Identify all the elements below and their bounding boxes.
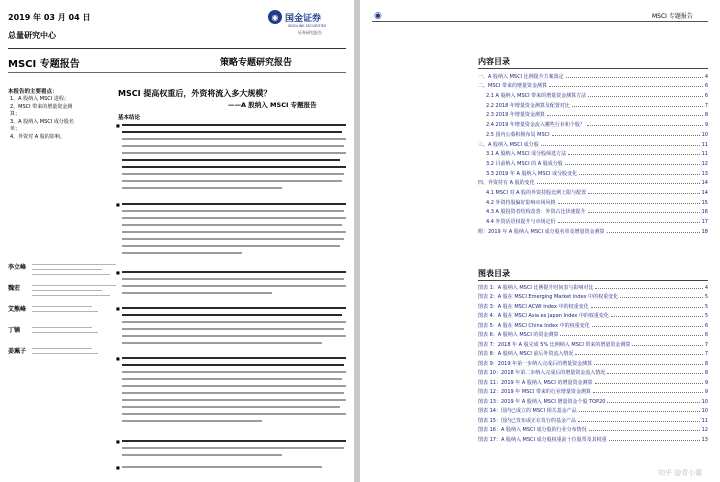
toc-entry[interactable] <box>478 215 708 225</box>
entry-page-number: 5 <box>704 313 708 319</box>
toc-entry[interactable] <box>478 186 708 196</box>
analyst-contact-line <box>32 353 98 354</box>
logo-en-text: SINOLINK SECURITIES <box>288 24 327 28</box>
summary-heading: 本报告的主要看点： <box>8 89 58 95</box>
analyst-contact-line <box>32 332 98 333</box>
logo-cn-text: 国金证券 <box>285 13 322 24</box>
text-line <box>122 203 346 205</box>
entry-page-number: 17 <box>701 219 708 225</box>
text-line <box>122 447 344 449</box>
entry-label: 4.4 外资话语权提升与市场定价 <box>486 219 556 225</box>
conclusion-paragraph <box>116 305 346 353</box>
bullet-icon: ■ <box>116 123 120 128</box>
text-line <box>122 440 346 442</box>
entry-page-number: 12 <box>701 427 708 433</box>
text-line <box>122 252 242 254</box>
dot-leader <box>568 154 699 155</box>
toc-entry[interactable] <box>478 167 708 177</box>
title-divider <box>8 72 346 73</box>
text-line <box>122 224 342 226</box>
toc-entry[interactable] <box>478 128 708 138</box>
text-line <box>122 166 346 168</box>
analyst-contact-line <box>32 306 92 307</box>
dot-leader <box>607 373 703 374</box>
report-subtitle: ——A 股纳入 MSCI 专题报告 <box>228 101 317 109</box>
analyst-entry <box>8 304 116 325</box>
analyst-contact-line <box>32 348 92 349</box>
company-logo <box>268 10 321 24</box>
dot-leader <box>549 86 703 87</box>
entry-label: 4.3 A 股投资者结构改善：外资占比快速提升 <box>486 209 586 216</box>
conclusion-paragraph <box>116 355 346 433</box>
entry-label: 3.3 2019 年 A 股纳入 MSCI 成分股变化 <box>486 170 578 177</box>
text-line <box>122 392 344 394</box>
entry-page-number: 7 <box>704 102 708 109</box>
analyst-name: 丁镝 <box>8 327 21 334</box>
analyst-name: 姜珮子 <box>8 348 27 355</box>
entry-label: 图表 6：A 股纳入 MSCI 的资金测算 <box>478 332 559 338</box>
text-line <box>122 231 346 233</box>
header-divider <box>372 21 708 22</box>
entry-page-number: 10 <box>701 131 708 138</box>
logo-emblem-icon: ◉ <box>268 10 282 24</box>
text-line <box>122 217 346 219</box>
figure-entry[interactable] <box>478 300 708 310</box>
entry-label: 图表 9：2019 年第一步纳入完成后的增量资金测算 <box>478 360 593 367</box>
entry-page-number: 13 <box>701 436 708 443</box>
figure-entry[interactable] <box>478 291 708 301</box>
entry-page-number: 13 <box>701 170 708 177</box>
entry-page-number: 18 <box>701 228 708 235</box>
summary-item: 单； <box>10 126 21 132</box>
analyst-list <box>8 262 116 367</box>
dot-leader <box>572 106 703 107</box>
watermark-text: 知乎 @青小董 <box>658 469 703 477</box>
analyst-contact-line <box>32 285 116 286</box>
entry-label: 2.3 2019 年增量资金测算 <box>486 112 545 119</box>
entry-page-number: 6 <box>704 83 708 90</box>
entry-page-number: 9 <box>704 379 708 386</box>
toc-entry[interactable] <box>478 157 708 167</box>
entry-page-number: 6 <box>704 93 708 100</box>
figure-list-heading: 图表目录 <box>478 269 510 278</box>
text-line <box>122 357 346 359</box>
conclusion-paragraph <box>116 122 346 194</box>
report-page-left <box>0 0 354 482</box>
figure-entry[interactable] <box>478 338 708 348</box>
dot-leader <box>566 77 703 78</box>
figure-list <box>478 281 708 443</box>
text-line <box>122 238 344 240</box>
entry-page-number: 8 <box>704 370 708 376</box>
text-line <box>122 420 262 422</box>
text-line <box>122 245 340 247</box>
dot-leader <box>620 297 703 298</box>
figure-entry[interactable] <box>478 319 708 329</box>
text-line <box>122 413 346 415</box>
text-line <box>122 138 346 140</box>
dot-leader <box>593 392 703 393</box>
text-line <box>122 328 344 330</box>
entry-page-number: 5 <box>704 303 708 310</box>
entry-label: 二、MSCI 带来的增量资金测算 <box>478 83 548 90</box>
entry-label: 3.1 A 股纳入 MSCI 成分股筛选方法 <box>486 151 567 158</box>
dot-leader <box>594 364 703 365</box>
report-date: 2019 年 03 月 04 日 <box>8 13 91 22</box>
entry-page-number: 4 <box>704 73 708 80</box>
analyst-contact-line <box>32 290 102 291</box>
text-line <box>122 131 342 133</box>
dot-leader <box>607 402 699 403</box>
entry-label: 2.1 A 股纳入 MSCI 带来的增量资金测算方法 <box>486 93 587 100</box>
conclusion-paragraph <box>116 201 346 263</box>
dot-leader <box>588 212 700 213</box>
text-line <box>122 342 322 344</box>
text-line <box>122 399 346 401</box>
bullet-icon: ■ <box>116 202 120 207</box>
summary-list <box>10 96 74 141</box>
entry-page-number: 8 <box>704 112 708 119</box>
figure-entry[interactable] <box>478 405 708 415</box>
analyst-entry <box>8 346 116 367</box>
toc-entry[interactable] <box>478 109 708 119</box>
text-line <box>122 314 342 316</box>
dot-leader <box>560 335 702 336</box>
figure-entry[interactable] <box>478 414 708 424</box>
dot-leader <box>565 164 700 165</box>
summary-item: 3、A 股纳入 MSCI 成分股名 <box>10 118 74 125</box>
dot-leader <box>588 193 699 194</box>
entry-label: 图表 10：2018 年第二步纳入完成后的增量资金流入情况 <box>478 370 606 376</box>
text-line <box>122 335 346 337</box>
dot-leader <box>579 174 700 175</box>
dot-leader <box>592 326 703 327</box>
dot-leader <box>552 135 700 136</box>
toc-list <box>478 70 708 235</box>
text-line <box>122 210 344 212</box>
entry-label: 三、A 股纳入 MSCI 成分股 <box>478 141 539 148</box>
figure-entry[interactable] <box>478 376 708 386</box>
dot-leader <box>575 354 702 355</box>
dot-leader <box>611 316 703 317</box>
figure-entry[interactable] <box>478 367 708 377</box>
entry-label: 图表 4：A 股在 MSCI Asia ex Japan Index 中的权重变化 <box>478 313 609 319</box>
figure-entry[interactable] <box>478 310 708 320</box>
dot-leader <box>547 115 703 116</box>
dot-leader <box>607 232 700 233</box>
dot-leader <box>632 345 702 346</box>
figure-entry[interactable] <box>478 424 708 434</box>
text-line <box>122 406 340 408</box>
toc-divider <box>478 68 708 69</box>
dot-leader <box>558 222 700 223</box>
entry-label: 图表 5：A 股在 MSCI China Index 中的权重变化 <box>478 322 590 329</box>
toc-entry[interactable] <box>478 196 708 206</box>
logo-emblem-icon: ◉ <box>374 11 382 21</box>
summary-item: 2、MSCI 带来的增量资金测 <box>10 103 73 110</box>
entry-label: 图表 2：A 股在 MSCI Emerging Market Index 中的权重变化 <box>478 294 619 300</box>
text-line <box>122 124 346 126</box>
analyst-contact-line <box>32 311 98 312</box>
figure-entry[interactable] <box>478 357 708 367</box>
dot-leader <box>588 96 703 97</box>
toc-entry[interactable] <box>478 80 708 90</box>
toc-entry[interactable] <box>478 225 708 235</box>
analyst-contact-line <box>32 264 116 265</box>
entry-page-number: 14 <box>701 189 708 196</box>
conclusion-heading: 基本结论 <box>118 115 141 121</box>
dot-leader <box>578 421 700 422</box>
dot-leader <box>589 430 700 431</box>
summary-item: 4、外资对 A 股的影响。 <box>10 133 65 140</box>
analyst-contact-line <box>32 269 102 270</box>
entry-label: 图表 13：2019 年 A 股纳入 MSCI 增量资金个股 TOP20 <box>478 398 606 405</box>
entry-label: 2.5 国内公募积极布局 MSCI <box>486 131 550 138</box>
text-line <box>122 145 344 147</box>
entry-page-number: 8 <box>704 360 708 367</box>
figure-entry[interactable] <box>478 281 708 291</box>
bullet-icon: ■ <box>116 270 120 275</box>
text-line <box>122 378 342 380</box>
dot-leader <box>587 125 703 126</box>
bullet-icon: ■ <box>116 465 120 470</box>
text-line <box>122 321 346 323</box>
entry-page-number: 7 <box>704 351 708 357</box>
analyst-name: 魏宏 <box>8 285 21 292</box>
entry-page-number: 6 <box>704 332 708 338</box>
dot-leader <box>609 440 700 441</box>
text-line <box>122 385 346 387</box>
dot-leader <box>591 307 703 308</box>
text-line <box>122 173 344 175</box>
bullet-icon: ■ <box>116 439 120 444</box>
department-label: 总量研究中心 <box>8 31 56 40</box>
toc-entry[interactable] <box>478 89 708 99</box>
toc-entry[interactable] <box>478 138 708 148</box>
entry-label: 2.2 2018 年增量资金测算及配置对比 <box>486 102 570 109</box>
analyst-entry <box>8 283 116 304</box>
toc-entry[interactable] <box>478 148 708 158</box>
text-line <box>122 271 346 273</box>
entry-label: 附：2019 年 A 股纳入 MSCI 成分股名单及增量资金测算 <box>478 228 605 235</box>
entry-page-number: 15 <box>701 199 708 206</box>
entry-label: 2.4 2019 年增量资金流入哪些行业和个股？ <box>486 122 585 129</box>
toc-entry[interactable] <box>478 118 708 128</box>
entry-label: 图表 7：2018 年 A 股完成 5% 比例纳入 MSCI 带来的增量资金测算 <box>478 341 631 348</box>
analyst-contact-line <box>32 295 110 296</box>
report-kind-label: 证券研究报告 <box>298 30 322 35</box>
entry-page-number: 11 <box>701 151 708 158</box>
entry-page-number: 10 <box>701 398 708 405</box>
toc-entry[interactable] <box>478 206 708 216</box>
entry-label: 图表 17：A 股纳入 MSCI 成分股权重前十位股票及其权重 <box>478 436 607 443</box>
analyst-entry <box>8 262 116 283</box>
figure-entry[interactable] <box>478 433 708 443</box>
entry-label: 四、外资持有 A 股的变化 <box>478 180 535 187</box>
dot-leader <box>541 145 700 146</box>
entry-label: 一、A 股纳入 MSCI 比例提升方案落定 <box>478 73 564 80</box>
entry-page-number: 6 <box>704 322 708 329</box>
summary-item: 算； <box>10 111 21 117</box>
text-line <box>122 285 346 287</box>
conclusion-paragraph <box>116 464 346 474</box>
toc-entry[interactable] <box>478 70 708 80</box>
analyst-name: 李立峰 <box>8 264 27 271</box>
entry-label: 图表 8：A 股纳入 MSCI 前后外资流入情况 <box>478 351 574 357</box>
entry-page-number: 11 <box>701 141 708 148</box>
analyst-contact-line <box>32 274 110 275</box>
header-divider <box>8 48 346 49</box>
summary-item: 1、A 股纳入 MSCI 进程； <box>10 96 69 102</box>
text-line <box>122 466 322 468</box>
entry-page-number: 16 <box>701 209 708 216</box>
dot-leader <box>595 383 703 384</box>
entry-page-number: 7 <box>704 341 708 348</box>
page-header-title: MSCI 专题报告 <box>652 13 693 20</box>
entry-label: 图表 12：2019 年 MSCI 带来的行业增量资金测算 <box>478 389 591 395</box>
analyst-contact-line <box>32 327 92 328</box>
entry-label: 3.2 目前纳入 MSCI 的 A 股成分股 <box>486 160 563 167</box>
text-line <box>122 278 344 280</box>
entry-page-number: 9 <box>704 122 708 129</box>
text-line <box>122 364 344 366</box>
entry-label: 4.2 外资持股偏好影响市场风格 <box>486 199 556 206</box>
figure-entry[interactable] <box>478 329 708 339</box>
figure-entry[interactable] <box>478 386 708 396</box>
text-line <box>122 371 346 373</box>
conclusion-paragraph <box>116 269 346 303</box>
dot-leader <box>558 203 700 204</box>
report-title: MSCI 提高权重后，外资将流入多大规模？ <box>118 89 272 98</box>
entry-page-number: 4 <box>704 284 708 291</box>
dot-leader <box>579 411 700 412</box>
analyst-entry <box>8 325 116 346</box>
text-line <box>122 454 282 456</box>
entry-page-number: 11 <box>701 417 708 424</box>
text-line <box>122 292 272 294</box>
entry-page-number: 10 <box>701 408 708 414</box>
analyst-name: 艾熊峰 <box>8 306 27 313</box>
entry-label: 图表 3：A 股在 MSCI ACWI Index 中的权重变化 <box>478 303 589 310</box>
entry-label: 图表 15：国内已发布或正在发行的基金产品 <box>478 417 576 424</box>
dot-leader <box>595 288 702 289</box>
text-line <box>122 187 282 189</box>
entry-page-number: 14 <box>701 180 708 187</box>
entry-page-number: 5 <box>704 294 708 300</box>
text-line <box>122 180 342 182</box>
figure-entry[interactable] <box>478 395 708 405</box>
text-line <box>122 307 346 309</box>
entry-label: 图表 1：A 股纳入 MSCI 比例提升时间表与影响对比 <box>478 284 594 291</box>
entry-label: 图表 11：2019 年 A 股纳入 MSCI 的增量资金测算 <box>478 379 593 386</box>
entry-label: 图表 14：国内已成立的 MSCI 相关基金产品 <box>478 408 577 414</box>
bullet-icon: ■ <box>116 306 120 311</box>
figure-entry[interactable] <box>478 348 708 358</box>
bullet-icon: ■ <box>116 356 120 361</box>
entry-label: 图表 16：A 股纳入 MSCI 成分股的行业分布情况 <box>478 427 587 433</box>
toc-heading: 内容目录 <box>478 57 510 66</box>
entry-page-number: 12 <box>701 160 708 167</box>
report-tag: MSCI 专题报告 <box>8 59 80 70</box>
text-line <box>122 152 346 154</box>
report-page-right <box>360 0 720 482</box>
entry-label: 4.1 MSCI 对 A 股的外资持股比例上限与配置 <box>486 189 587 196</box>
conclusion-paragraph <box>116 438 346 460</box>
entry-page-number: 9 <box>704 389 708 395</box>
text-line <box>122 159 340 161</box>
toc-entry[interactable] <box>478 99 708 109</box>
report-series: 策略专题研究报告 <box>220 58 293 68</box>
toc-entry[interactable] <box>478 177 708 187</box>
dot-leader <box>537 183 700 184</box>
